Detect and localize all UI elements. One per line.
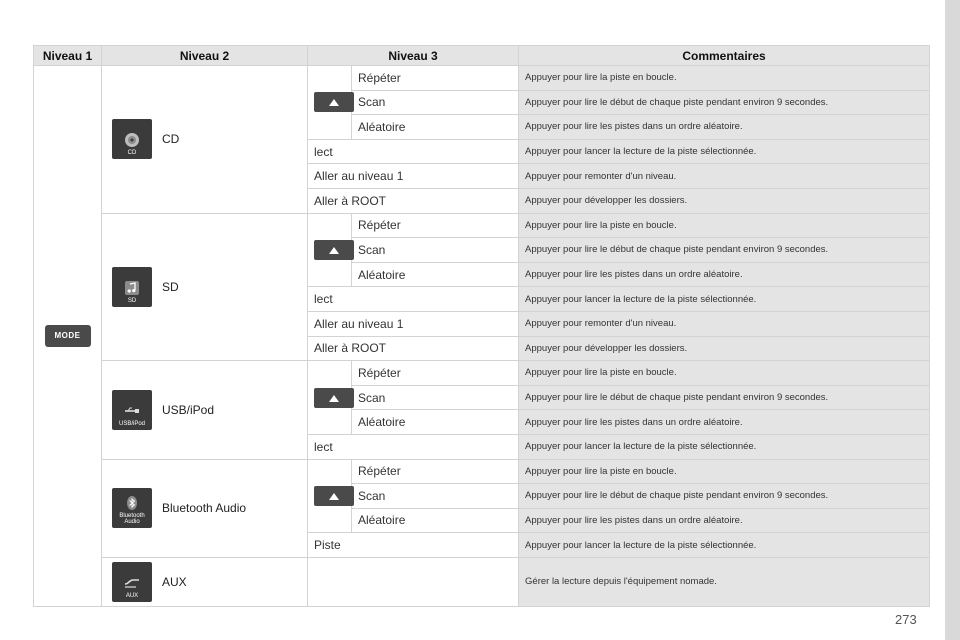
comment-cell: Appuyer pour lire la piste en boucle. bbox=[519, 459, 930, 484]
up-arrow-icon bbox=[329, 93, 339, 111]
aux-cable-icon[interactable] bbox=[112, 562, 152, 602]
up-arrow-icon bbox=[329, 487, 339, 505]
level3-option[interactable]: Scan bbox=[352, 385, 519, 410]
comment-cell: Appuyer pour lancer la lecture de la piste sélectionnée. bbox=[519, 139, 930, 164]
icon-tile-label: USB/iPod bbox=[118, 420, 145, 427]
usb-icon[interactable] bbox=[112, 390, 152, 430]
comment-cell: Appuyer pour développer les dossiers. bbox=[519, 336, 930, 361]
mode-button[interactable]: MODE bbox=[45, 325, 91, 347]
comment-cell: Appuyer pour remonter d'un niveau. bbox=[519, 164, 930, 189]
level3-option[interactable]: lect bbox=[308, 434, 519, 459]
comment-cell: Appuyer pour lire les pistes dans un ordre aléatoire. bbox=[519, 262, 930, 287]
level2-entry[interactable] bbox=[108, 488, 301, 528]
table-row bbox=[34, 213, 930, 238]
up-arrow-icon bbox=[329, 389, 339, 407]
comment-cell: Appuyer pour remonter d'un niveau. bbox=[519, 311, 930, 336]
level2-label: USB/iPod bbox=[162, 402, 215, 417]
table-header-row bbox=[34, 46, 930, 66]
up-arrow-button[interactable] bbox=[314, 240, 354, 260]
page-edge-strip bbox=[945, 0, 960, 640]
table-body bbox=[34, 66, 930, 607]
icon-tile-label: AUX bbox=[125, 592, 139, 599]
level3-option[interactable]: Scan bbox=[352, 90, 519, 115]
level3-option[interactable]: Scan bbox=[352, 238, 519, 263]
level2-cell bbox=[102, 557, 308, 606]
level3-icon-cell bbox=[308, 213, 352, 287]
level2-label: CD bbox=[162, 132, 180, 147]
comment-cell: Appuyer pour lire le début de chaque piste pendant environ 9 secondes. bbox=[519, 484, 930, 509]
comment-cell: Appuyer pour lire la piste en boucle. bbox=[519, 213, 930, 238]
comment-cell: Appuyer pour lire les pistes dans un ordre aléatoire. bbox=[519, 508, 930, 533]
level2-cell bbox=[102, 361, 308, 459]
comment-cell: Appuyer pour développer les dossiers. bbox=[519, 188, 930, 213]
disc-icon[interactable] bbox=[112, 119, 152, 159]
up-arrow-button[interactable] bbox=[314, 92, 354, 112]
comment-cell: Appuyer pour lancer la lecture de la piste sélectionnée. bbox=[519, 434, 930, 459]
icon-tile-label: SD bbox=[127, 297, 137, 304]
comment-cell: Appuyer pour lire la piste en boucle. bbox=[519, 361, 930, 386]
comment-cell: Appuyer pour lire les pistes dans un ordre aléatoire. bbox=[519, 115, 930, 140]
level3-option[interactable]: Aller à ROOT bbox=[308, 336, 519, 361]
level1-cell bbox=[34, 66, 102, 607]
table-row bbox=[34, 66, 930, 91]
level3-option[interactable]: Répéter bbox=[352, 213, 519, 238]
level3-icon-cell bbox=[308, 459, 352, 533]
level3-icon-cell bbox=[308, 66, 352, 140]
header-niveau-1: Niveau 1 bbox=[34, 46, 102, 66]
level3-option[interactable]: lect bbox=[308, 139, 519, 164]
level2-cell bbox=[102, 459, 308, 557]
header-niveau-3: Niveau 3 bbox=[308, 46, 519, 66]
comment-cell: Appuyer pour lire les pistes dans un ordre aléatoire. bbox=[519, 410, 930, 435]
header-commentaires: Commentaires bbox=[519, 46, 930, 66]
level3-option[interactable]: Piste bbox=[308, 533, 519, 558]
table-row bbox=[34, 557, 930, 606]
level3-option[interactable]: Répéter bbox=[352, 459, 519, 484]
up-arrow-icon bbox=[329, 241, 339, 259]
level3-option[interactable]: Répéter bbox=[352, 361, 519, 386]
level2-entry[interactable] bbox=[108, 267, 301, 307]
up-arrow-button[interactable] bbox=[314, 486, 354, 506]
music-note-icon[interactable] bbox=[112, 267, 152, 307]
icon-tile-label: Bluetooth Audio bbox=[119, 512, 145, 525]
level3-option[interactable]: Aléatoire bbox=[352, 508, 519, 533]
level2-entry[interactable] bbox=[108, 119, 301, 159]
level3-option[interactable]: Répéter bbox=[352, 66, 519, 91]
level3-empty-cell bbox=[308, 557, 519, 606]
comment-cell: Appuyer pour lire le début de chaque piste pendant environ 9 secondes. bbox=[519, 385, 930, 410]
level2-label: AUX bbox=[162, 574, 187, 589]
comment-cell: Gérer la lecture depuis l'équipement nomade. bbox=[519, 557, 930, 606]
header-niveau-2: Niveau 2 bbox=[102, 46, 308, 66]
page-number: 273 bbox=[895, 612, 917, 627]
level3-option[interactable]: Aller à ROOT bbox=[308, 188, 519, 213]
level2-label: Bluetooth Audio bbox=[162, 501, 247, 516]
icon-tile-label: CD bbox=[127, 149, 137, 156]
level2-entry[interactable] bbox=[108, 562, 301, 602]
level2-entry[interactable] bbox=[108, 390, 301, 430]
level2-label: SD bbox=[162, 279, 179, 294]
table-row bbox=[34, 361, 930, 386]
bluetooth-icon[interactable] bbox=[112, 488, 152, 528]
level3-option[interactable]: Aléatoire bbox=[352, 115, 519, 140]
level3-option[interactable]: Aller au niveau 1 bbox=[308, 311, 519, 336]
level3-icon-cell bbox=[308, 361, 352, 435]
level3-option[interactable]: lect bbox=[308, 287, 519, 312]
comment-cell: Appuyer pour lancer la lecture de la piste sélectionnée. bbox=[519, 533, 930, 558]
level2-cell bbox=[102, 213, 308, 361]
level3-option[interactable]: Aléatoire bbox=[352, 262, 519, 287]
level3-option[interactable]: Scan bbox=[352, 484, 519, 509]
table-row bbox=[34, 459, 930, 484]
comment-cell: Appuyer pour lire le début de chaque piste pendant environ 9 secondes. bbox=[519, 238, 930, 263]
mode-menu-table bbox=[33, 45, 930, 607]
comment-cell: Appuyer pour lire le début de chaque piste pendant environ 9 secondes. bbox=[519, 90, 930, 115]
up-arrow-button[interactable] bbox=[314, 388, 354, 408]
level3-option[interactable]: Aller au niveau 1 bbox=[308, 164, 519, 189]
comment-cell: Appuyer pour lire la piste en boucle. bbox=[519, 66, 930, 91]
level2-cell bbox=[102, 66, 308, 214]
comment-cell: Appuyer pour lancer la lecture de la piste sélectionnée. bbox=[519, 287, 930, 312]
level3-option[interactable]: Aléatoire bbox=[352, 410, 519, 435]
